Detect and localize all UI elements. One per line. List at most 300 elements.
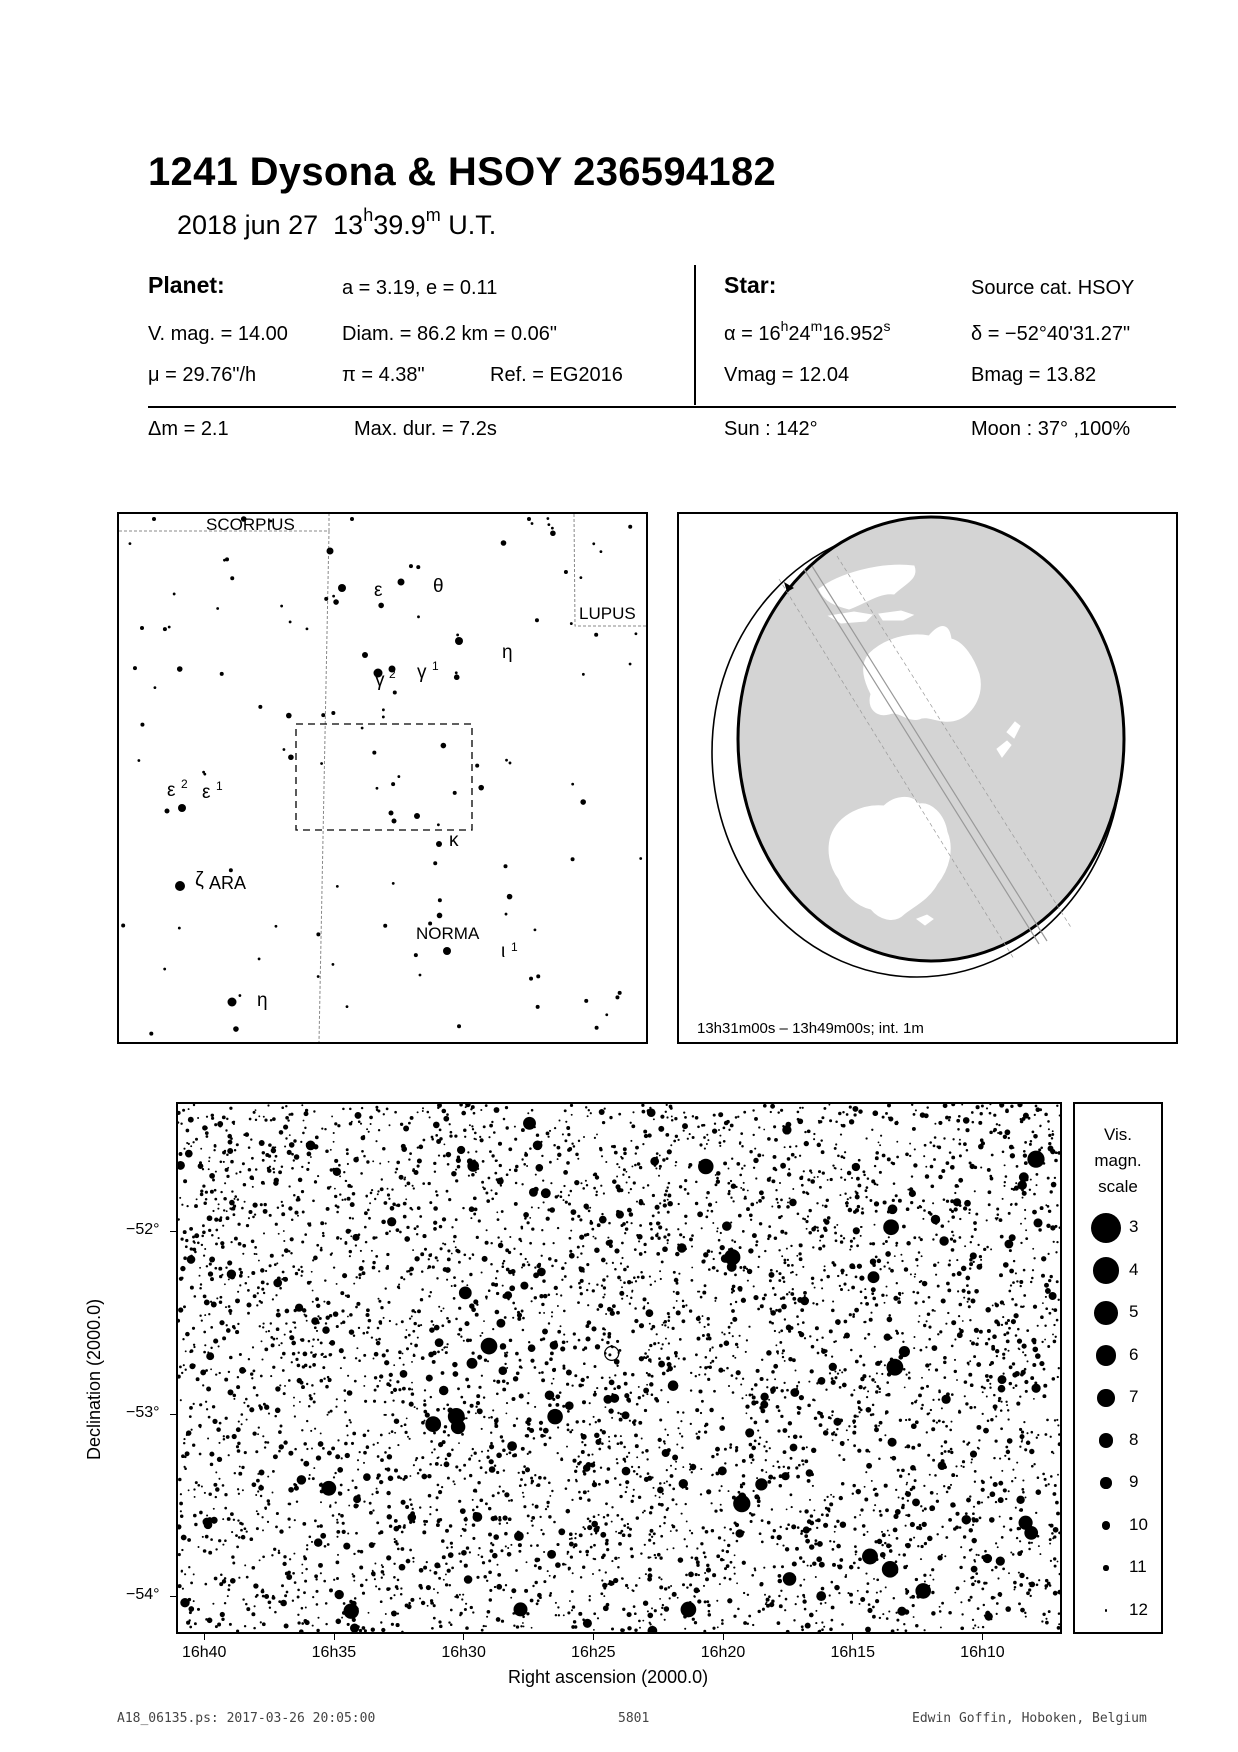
field-star [637,1162,641,1166]
field-star [400,1276,403,1279]
field-star [593,1416,595,1418]
field-star [536,1558,540,1562]
field-star [582,1526,584,1528]
field-star [1053,1527,1059,1533]
field-star [349,1217,352,1220]
field-star [696,1436,700,1440]
field-star [919,1281,921,1283]
field-star [933,1263,937,1267]
field-star [587,1454,590,1457]
field-star [467,1160,479,1172]
field-star [778,1409,781,1412]
field-star [601,1213,603,1215]
field-star [447,1569,451,1573]
field-star [223,1197,227,1201]
field-star [257,1513,260,1516]
field-star [769,1307,772,1310]
field-star [999,1218,1003,1222]
field-star [381,1577,383,1579]
field-star [700,1468,702,1470]
field-star [371,1493,373,1495]
field-star [735,1529,743,1537]
field-star [200,1369,206,1375]
field-star [921,1387,924,1390]
field-star [1054,1419,1056,1421]
field-star [812,1561,816,1565]
field-star [724,1527,726,1529]
field-star [796,1475,800,1479]
finder-star [133,666,137,670]
field-star [840,1176,842,1178]
field-star [506,1126,509,1129]
field-star [292,1352,296,1356]
field-star [756,1477,758,1479]
field-star [706,1600,709,1603]
field-star [228,1371,230,1373]
field-star [577,1158,579,1160]
field-star [272,1470,275,1473]
field-star [267,1476,269,1478]
field-star [624,1393,629,1398]
field-star [197,1608,200,1611]
field-star [458,1553,460,1555]
field-star [403,1364,405,1366]
field-star [557,1305,559,1307]
field-star [968,1442,971,1445]
field-star [623,1281,626,1284]
field-star [472,1523,476,1527]
field-star [708,1268,711,1271]
field-star [1017,1338,1022,1343]
field-star [365,1241,368,1244]
field-star [875,1156,879,1160]
field-star [974,1228,977,1231]
field-star [373,1358,375,1360]
field-star [441,1349,443,1351]
field-star [905,1629,908,1632]
field-star [820,1235,823,1238]
field-star [486,1298,488,1300]
field-star [1056,1204,1059,1207]
field-star [305,1109,308,1112]
field-star [505,1584,507,1586]
finder-star [503,864,507,868]
field-star [634,1307,637,1310]
field-star [911,1595,915,1599]
field-star [389,1124,391,1126]
field-star [288,1379,291,1382]
field-star [743,1621,747,1625]
field-star [874,1427,879,1432]
field-star [483,1320,485,1322]
field-star [913,1113,916,1116]
field-star [659,1585,663,1589]
field-star [852,1493,854,1495]
field-star [270,1322,272,1324]
field-star [1001,1324,1003,1326]
field-star [882,1613,884,1615]
field-star [847,1592,849,1594]
field-star [958,1315,960,1317]
field-star [237,1323,239,1325]
field-star [660,1389,662,1391]
field-star [677,1139,679,1141]
field-star [677,1243,687,1253]
field-star [465,1524,467,1526]
field-star [642,1143,644,1145]
field-star [313,1400,316,1403]
field-star [233,1327,236,1330]
field-star [857,1184,861,1188]
field-star [656,1156,658,1158]
field-star [1048,1210,1051,1213]
field-star [333,1579,335,1581]
field-star [821,1628,824,1631]
field-star [276,1512,279,1515]
field-star [587,1304,589,1306]
field-star [858,1109,862,1113]
field-star [353,1580,355,1582]
field-star [651,1375,654,1378]
field-star [675,1161,677,1163]
field-star [457,1156,460,1159]
field-star [876,1385,879,1388]
field-star [880,1360,883,1363]
field-star [312,1354,316,1358]
field-star [585,1324,589,1328]
field-star [262,1529,264,1531]
field-star [194,1523,197,1526]
field-star [1012,1469,1014,1471]
field-star [315,1578,317,1580]
field-star [186,1205,188,1207]
field-star [206,1514,208,1516]
field-star [1019,1395,1021,1397]
field-star [304,1364,307,1367]
field-star [894,1255,896,1257]
field-star [506,1351,508,1353]
finder-star [414,813,420,819]
field-star [504,1291,512,1299]
field-star [314,1519,317,1522]
field-star [811,1277,814,1280]
field-star [818,1377,826,1385]
field-star [930,1409,932,1411]
field-star [938,1175,943,1180]
field-star [948,1263,951,1266]
field-star [694,1557,698,1561]
field-star [293,1397,295,1399]
field-star [943,1104,948,1108]
field-star [925,1174,929,1178]
field-star [477,1481,480,1484]
field-star [205,1401,207,1403]
field-star [265,1270,267,1272]
field-star [324,1355,327,1358]
field-star [366,1331,369,1334]
field-star [252,1346,254,1348]
field-star [811,1345,815,1349]
field-star [496,1270,499,1273]
field-star [525,1467,530,1472]
field-star [243,1369,246,1372]
field-star [443,1430,446,1433]
field-star [558,1614,560,1616]
field-star [690,1372,692,1374]
field-star [798,1331,801,1334]
field-star [477,1409,481,1413]
field-star [572,1605,575,1608]
field-star [480,1335,482,1337]
field-star [589,1599,591,1601]
field-star [991,1347,995,1351]
field-star [226,1328,231,1333]
field-star [207,1618,213,1624]
field-star [765,1450,768,1453]
field-star [932,1459,935,1462]
field-star [566,1446,568,1448]
field-star [569,1431,572,1434]
field-star [826,1428,828,1430]
field-star [463,1253,466,1256]
field-star [654,1164,657,1167]
field-star [801,1184,804,1187]
field-star [310,1156,312,1158]
field-star [199,1287,202,1290]
field-star [412,1557,414,1559]
field-star [676,1300,678,1302]
field-star [623,1268,627,1272]
field-star [678,1557,684,1563]
field-star [419,1506,421,1508]
field-star [387,1193,390,1196]
field-star [1024,1354,1026,1356]
field-star [840,1240,843,1243]
field-star [958,1142,961,1145]
field-star [826,1514,829,1517]
field-star [944,1440,947,1443]
field-star [1033,1463,1035,1465]
field-star [505,1106,508,1109]
field-star [639,1356,644,1361]
field-star [716,1269,719,1272]
field-star [237,1376,239,1378]
field-star [448,1621,450,1623]
field-star [965,1512,968,1515]
field-star [293,1321,296,1324]
field-star [405,1505,409,1509]
field-star [679,1479,688,1488]
field-star [512,1317,514,1319]
field-star [439,1225,443,1229]
field-star [239,1522,242,1525]
field-star [374,1389,377,1392]
finder-star [258,705,262,709]
field-star [567,1551,570,1554]
finder-star [546,517,549,520]
field-star [1058,1532,1060,1535]
finder-star [584,999,588,1003]
field-star [227,1595,229,1597]
field-star [1021,1441,1023,1443]
field-star [922,1300,925,1303]
field-star [1058,1442,1060,1446]
field-star [346,1294,350,1298]
field-star [423,1403,426,1406]
field-star [979,1255,982,1258]
field-star [285,1309,290,1314]
event-hour: 13 [333,210,364,240]
field-star [929,1574,931,1576]
field-star [1012,1362,1015,1365]
field-star [528,1264,531,1267]
field-star [875,1274,877,1276]
field-star [206,1135,209,1138]
field-star [189,1611,192,1614]
field-star [713,1390,716,1393]
field-star [414,1322,417,1325]
field-star [565,1201,568,1204]
field-star [799,1176,803,1180]
field-star [895,1244,897,1246]
field-star [1054,1484,1057,1487]
field-star [529,1217,531,1219]
field-star [669,1597,671,1599]
field-star [392,1399,394,1401]
field-star [257,1433,259,1435]
field-star [257,1473,259,1475]
field-star [314,1538,323,1547]
field-star [784,1609,786,1611]
field-star [785,1579,788,1582]
field-star [1005,1606,1011,1612]
field-star [665,1228,668,1231]
field-star [330,1253,333,1256]
field-star [631,1330,635,1334]
field-star [954,1192,956,1194]
star-source: Source cat. HSOY [971,277,1135,299]
field-star [800,1532,803,1535]
field-star [784,1318,786,1320]
field-star [604,1108,606,1110]
field-star [737,1346,739,1348]
field-star [357,1625,360,1628]
field-star [292,1600,294,1602]
field-star [361,1150,364,1153]
field-star [562,1405,565,1408]
field-star [860,1226,862,1228]
field-star [472,1537,475,1540]
field-star [500,1177,502,1179]
field-star [578,1612,582,1616]
field-star [204,1314,206,1316]
field-star [728,1168,730,1170]
field-star [978,1439,980,1441]
field-star [815,1326,819,1330]
field-star [767,1480,771,1484]
field-star [993,1482,998,1487]
field-star [865,1189,868,1192]
field-star [951,1210,954,1213]
field-star [249,1118,252,1121]
field-star [784,1259,787,1262]
field-star [215,1548,217,1550]
field-star [618,1532,620,1534]
field-star [515,1569,518,1572]
field-star [945,1116,949,1120]
label-eps2: ε [167,780,176,801]
field-star [893,1182,896,1185]
field-star [829,1594,831,1596]
field-star [878,1142,880,1144]
field-star [790,1326,794,1330]
field-star [531,1109,534,1112]
field-star [972,1627,974,1629]
field-star [604,1294,606,1296]
field-star [183,1364,185,1366]
field-star [190,1582,193,1585]
field-star [1028,1548,1031,1551]
field-star [218,1478,220,1480]
finder-star [137,759,140,762]
field-star [446,1546,448,1548]
field-star [567,1611,570,1614]
field-star [698,1159,714,1175]
field-star [968,1373,972,1377]
field-star [400,1477,402,1479]
field-star [188,1150,190,1152]
field-star [180,1493,182,1495]
field-star [548,1322,550,1324]
field-star [416,1225,419,1228]
field-star [349,1230,351,1232]
finder-star [501,540,507,546]
field-star [620,1628,624,1632]
field-star [411,1361,413,1363]
field-star [814,1417,817,1420]
field-star [1053,1324,1055,1326]
field-star [228,1140,233,1145]
field-star [1031,1542,1033,1544]
field-star [872,1297,876,1301]
field-star [667,1242,669,1244]
field-star [1005,1108,1008,1111]
field-star [958,1178,963,1183]
field-star [709,1350,711,1352]
field-star [472,1509,475,1512]
field-star [952,1138,954,1140]
field-star [707,1323,710,1326]
field-star [582,1400,586,1404]
field-star [818,1170,821,1173]
field-star [1057,1376,1059,1378]
field-star [1015,1384,1018,1387]
field-star [972,1512,975,1515]
field-star [829,1104,831,1106]
field-star [635,1280,637,1282]
field-star [806,1228,808,1230]
field-star [883,1557,885,1559]
field-star [809,1544,814,1549]
field-star [932,1579,934,1581]
field-star [885,1112,888,1115]
field-star [412,1330,415,1333]
field-star [255,1168,258,1171]
field-star [743,1111,746,1114]
field-star [355,1244,357,1246]
field-star [366,1446,370,1450]
field-star [1023,1153,1027,1157]
